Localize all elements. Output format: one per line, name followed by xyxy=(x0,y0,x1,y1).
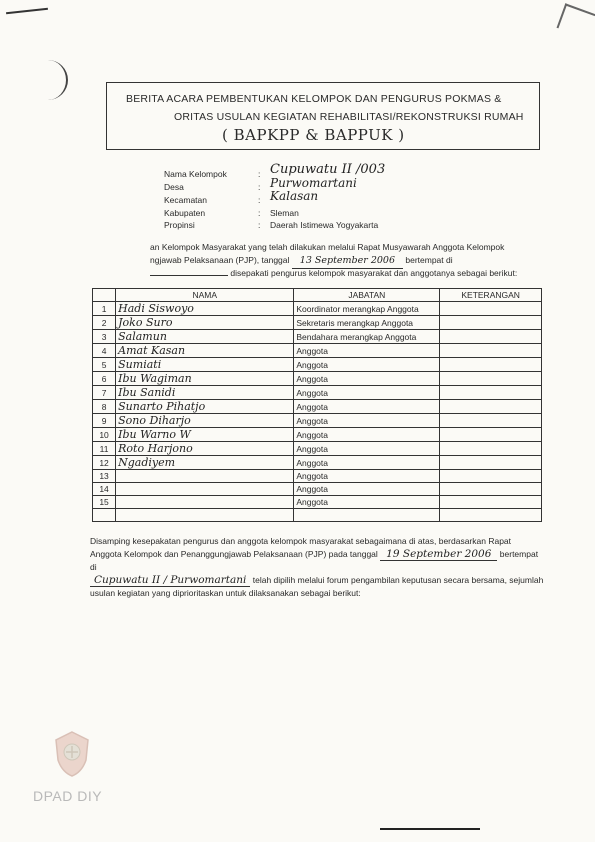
seal-icon xyxy=(52,730,92,778)
row-jabatan: Anggota xyxy=(294,414,440,428)
closing-line-2 xyxy=(90,548,546,574)
row-keterangan xyxy=(440,372,542,386)
scan-mark xyxy=(557,3,595,38)
row-jabatan: Anggota xyxy=(294,483,440,496)
field-colon: : xyxy=(258,195,261,205)
row-keterangan xyxy=(440,302,542,316)
table-row xyxy=(93,483,542,496)
row-no: 7 xyxy=(93,386,116,400)
row-jabatan: Anggota xyxy=(294,470,440,483)
row-name: Ibu Warno W xyxy=(116,428,294,442)
row-no: 11 xyxy=(93,442,116,456)
row-no: 13 xyxy=(93,470,116,483)
table-row xyxy=(93,302,542,316)
closing-line-3-text: telah dipilih melalui forum pengambilan keputusan secara bersama, sejumlah xyxy=(252,574,544,585)
table-row xyxy=(93,442,542,456)
row-name: Sunarto Pihatjo xyxy=(116,400,294,414)
members-table xyxy=(92,288,542,522)
row-name xyxy=(116,470,294,483)
field-label-kabupaten: Kabupaten xyxy=(164,208,206,218)
intro-line-1: an Kelompok Masyarakat yang telah dilakukan melalui Rapat Musyawarah Anggota Kelompok xyxy=(150,242,505,252)
row-jabatan: Anggota xyxy=(294,344,440,358)
closing-place-value: Cupuwatu II / Purwomartani xyxy=(90,574,250,588)
row-no: 14 xyxy=(93,483,116,496)
row-jabatan: Anggota xyxy=(294,456,440,470)
row-keterangan xyxy=(440,509,542,522)
intro-line-3-text: disepakati pengurus kelompok masyarakat dan anggotanya sebagai berikut: xyxy=(230,268,518,278)
row-keterangan xyxy=(440,470,542,483)
row-no: 6 xyxy=(93,372,116,386)
document-title-line1: BERITA ACARA PEMBENTUKAN KELOMPOK DAN PENGURUS POKMAS & xyxy=(126,93,502,105)
row-keterangan xyxy=(440,344,542,358)
table-header-keterangan: KETERANGAN xyxy=(440,289,542,302)
row-name xyxy=(116,483,294,496)
row-keterangan xyxy=(440,414,542,428)
row-keterangan xyxy=(440,358,542,372)
field-value-kabupaten: Sleman xyxy=(270,208,299,218)
field-label-kecamatan: Kecamatan xyxy=(164,195,207,205)
closing-line-4: usulan kegiatan yang diprioritaskan untuk dilaksanakan sebagai berikut: xyxy=(90,588,361,598)
field-value-propinsi: Daerah Istimewa Yogyakarta xyxy=(270,220,379,230)
table-row xyxy=(93,456,542,470)
row-name xyxy=(116,509,294,522)
table-row xyxy=(93,330,542,344)
table-row xyxy=(93,414,542,428)
row-name: Salamun xyxy=(116,330,294,344)
row-name xyxy=(116,496,294,509)
intro-line-2-text: ngjawab Pelaksanaan (PJP), tanggal xyxy=(150,255,290,265)
table-row xyxy=(93,344,542,358)
table-row xyxy=(93,372,542,386)
field-colon: : xyxy=(258,169,261,179)
field-value-nama-kelompok: Cupuwatu II /003 xyxy=(270,162,386,177)
table-row xyxy=(93,358,542,372)
table-row xyxy=(93,400,542,414)
row-name: Amat Kasan xyxy=(116,344,294,358)
row-keterangan xyxy=(440,330,542,344)
row-jabatan: Koordinator merangkap Anggota xyxy=(294,302,440,316)
row-no: 15 xyxy=(93,496,116,509)
row-jabatan: Anggota xyxy=(294,358,440,372)
table-row xyxy=(93,470,542,483)
table-header-row xyxy=(93,289,542,302)
row-name: Roto Harjono xyxy=(116,442,294,456)
closing-line-2-tail: bertempat di xyxy=(90,548,539,572)
table-header-nama: NAMA xyxy=(116,289,294,302)
intro-line-3 xyxy=(150,266,517,281)
row-no: 3 xyxy=(93,330,116,344)
row-name: Sumiati xyxy=(116,358,294,372)
row-name: Joko Suro xyxy=(116,316,294,330)
row-name: Ibu Wagiman xyxy=(116,372,294,386)
row-no: 4 xyxy=(93,344,116,358)
row-no: 2 xyxy=(93,316,116,330)
field-value-desa: Purwomartani xyxy=(270,176,357,190)
row-no: 9 xyxy=(93,414,116,428)
closing-line-3 xyxy=(90,574,546,588)
row-jabatan: Anggota xyxy=(294,386,440,400)
row-jabatan: Anggota xyxy=(294,372,440,386)
watermark: DPAD DIY xyxy=(33,788,103,804)
field-colon: : xyxy=(258,208,261,218)
row-jabatan xyxy=(294,509,440,522)
document-title-abbrev: ( BAPKPP & BAPPUK ) xyxy=(222,126,405,144)
row-keterangan xyxy=(440,483,542,496)
field-colon: : xyxy=(258,182,261,192)
scan-mark xyxy=(36,60,68,100)
row-name: Sono Diharjo xyxy=(116,414,294,428)
table-header-no xyxy=(93,289,116,302)
row-no: 12 xyxy=(93,456,116,470)
table-row xyxy=(93,509,542,522)
field-value-kecamatan: Kalasan xyxy=(270,189,319,203)
intro-place-blank xyxy=(150,275,228,276)
row-jabatan: Anggota xyxy=(294,428,440,442)
row-no: 5 xyxy=(93,358,116,372)
intro-date-value: 13 September 2006 xyxy=(292,253,403,269)
row-no xyxy=(93,509,116,522)
table-row xyxy=(93,496,542,509)
document-title-line2: ORITAS USULAN KEGIATAN REHABILITASI/REKONSTRUKSI RUMAH xyxy=(174,111,524,123)
field-label-propinsi: Propinsi xyxy=(164,220,195,230)
intro-line-2-tail: bertempat di xyxy=(405,255,453,265)
table-row xyxy=(93,428,542,442)
row-keterangan xyxy=(440,456,542,470)
table-row xyxy=(93,386,542,400)
table-header-jabatan: JABATAN xyxy=(294,289,440,302)
row-jabatan: Anggota xyxy=(294,400,440,414)
closing-paragraph xyxy=(90,535,546,600)
row-name: Ibu Sanidi xyxy=(116,386,294,400)
row-jabatan: Bendahara merangkap Anggota xyxy=(294,330,440,344)
row-keterangan xyxy=(440,496,542,509)
closing-line-1: Disamping kesepakatan pengurus dan anggota kelompok masyarakat sebagaimana di atas, berdasarkan Rapat xyxy=(90,536,512,546)
field-colon: : xyxy=(258,220,261,230)
closing-date-value: 19 September 2006 xyxy=(380,548,497,562)
row-name: Hadi Siswoyo xyxy=(116,302,294,316)
row-keterangan xyxy=(440,386,542,400)
scan-mark xyxy=(6,8,48,14)
row-keterangan xyxy=(440,442,542,456)
closing-line-2-text: Anggota Kelompok dan Penanggungjawab Pelaksanaan (PJP) pada tanggal xyxy=(90,548,378,559)
row-no: 1 xyxy=(93,302,116,316)
signature-line xyxy=(380,828,480,830)
field-label-nama-kelompok: Nama Kelompok xyxy=(164,169,227,179)
table-row xyxy=(93,316,542,330)
row-keterangan xyxy=(440,428,542,442)
row-jabatan: Anggota xyxy=(294,442,440,456)
field-label-desa: Desa xyxy=(164,182,184,192)
row-keterangan xyxy=(440,400,542,414)
row-keterangan xyxy=(440,316,542,330)
row-name: Ngadiyem xyxy=(116,456,294,470)
row-no: 10 xyxy=(93,428,116,442)
row-no: 8 xyxy=(93,400,116,414)
row-jabatan: Anggota xyxy=(294,496,440,509)
row-jabatan: Sekretaris merangkap Anggota xyxy=(294,316,440,330)
